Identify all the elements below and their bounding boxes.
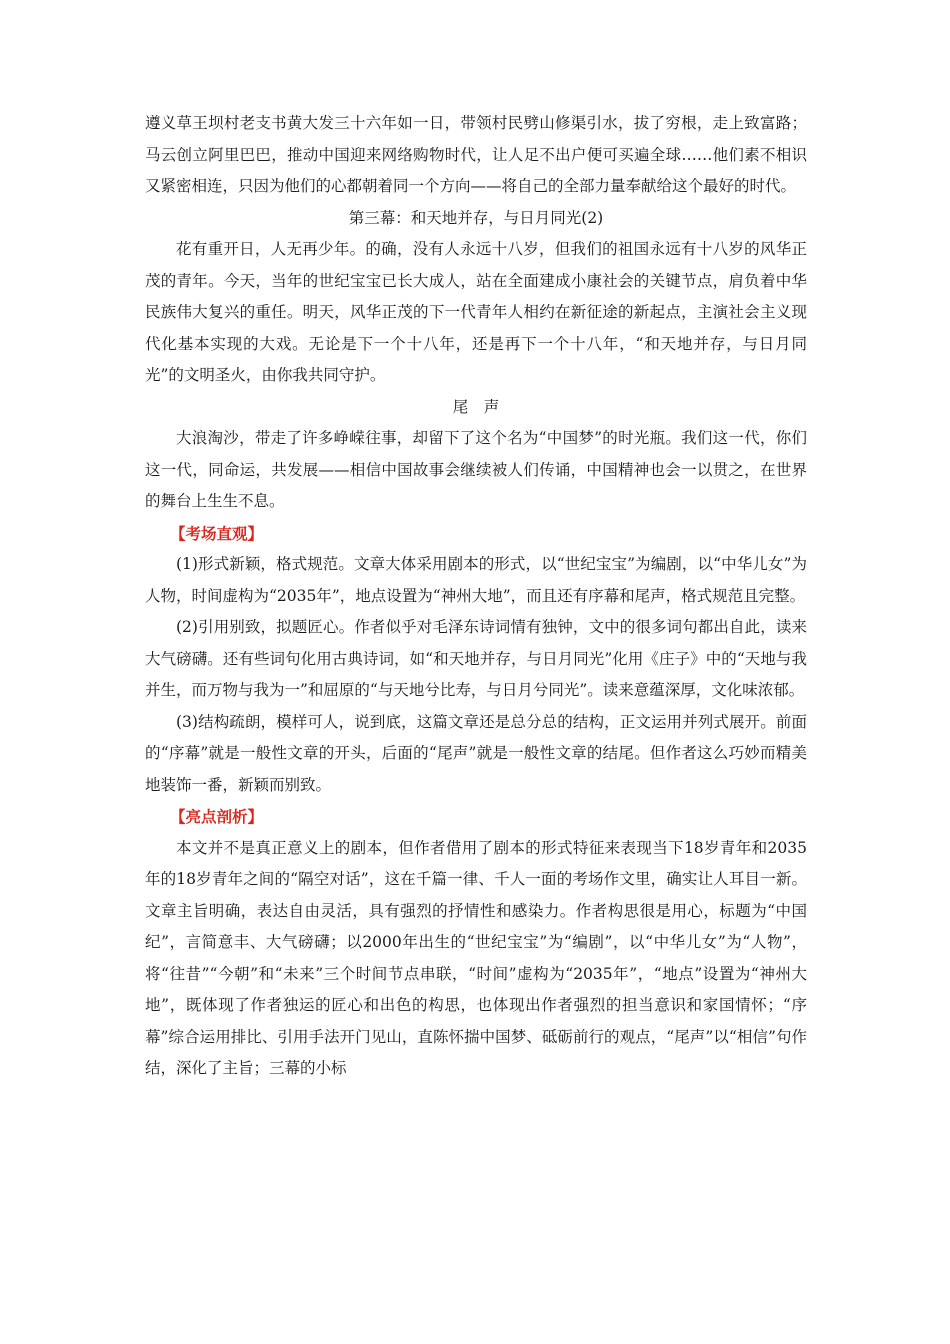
paragraph-point-two: (2)引用别致，拟题匠心。作者似乎对毛泽东诗词情有独钟，文中的很多词句都出自此，读来大气磅礴。还有些词句化用古典诗词，如“和天地并存，与日月同光”化用《庄子》中的“天地与我并生，而万物与我为一”和屈原的“与天地兮比寿，与日月兮同光”。读来意蕴深厚，文化味浓郁。 [145, 618, 807, 699]
epilogue-heading: 尾 声 [452, 397, 500, 416]
exam-observation-label: 【考场直观】 [170, 523, 264, 543]
highlight-analysis-label: 【亮点剖析】 [170, 807, 264, 826]
paragraph-act-three: 花有重开日，人无再少年。的确，没有人永远十八岁，但我们的祖国永远有十八岁的风华正茂的青年。今天，当年的世纪宝宝已长大成人，站在全面建成小康社会的关键节点，肩负着中华民族伟大复兴的重任。明天，风华正茂的下一代青年人相约在新征途的新起点，主演社会主义现代化基本实现的大戏。无论是下一个十八年，还是再下一个十八年，“和天地并存，与日月同光”的文明圣火，由你我共同守护。 [145, 240, 807, 384]
paragraph-point-three: (3)结构疏朗，模样可人，说到底，这篇文章还是总分总的结构，正文运用并列式展开。前面的“序幕”就是一般性文章的开头，后面的“尾声”就是一般性文章的结尾。但作者这么巧妙而精美地装饰一番，新颖而别致。 [145, 712, 807, 794]
document-page [145, 108, 807, 1085]
paragraph-point-one: (1)形式新颖，格式规范。文章大体采用剧本的形式，以“世纪宝宝”为编剧，以“中华儿女”为人物，时间虚构为“2035年”，地点设置为“神州大地”，而且还有序幕和尾声，格式规范且完整。 [145, 555, 807, 605]
paragraph-epilogue: 大浪淘沙，带走了许多峥嵘往事，却留下了这个名为“中国梦”的时光瓶。我们这一代，你们这一代，同命运，共发展——相信中国故事会继续被人们传诵，中国精神也会一以贯之，在世界的舞台上生生不息。 [145, 429, 807, 510]
act-three-heading: 第三幕：和天地并存，与日月同光(2) [348, 208, 604, 227]
paragraph-narrative-ending: 遵义草王坝村老支书黄大发三十六年如一日，带领村民劈山修渠引水，拔了穷根，走上致富路；马云创立阿里巴巴，推动中国迎来网络购物时代，让人足不出户便可买遍全球……他们素不相识又紧密相连，只因为他们的心都朝着同一个方向——将自己的全部力量奉献给这个最好的时代。 [145, 114, 807, 195]
paragraph-analysis: 本文并不是真正意义上的剧本，但作者借用了剧本的形式特征来表现当下18岁青年和2035年的18岁青年之间的“隔空对话”，这在千篇一律、千人一面的考场作文里，确实让人耳目一新。文章主旨明确，表达自由灵活，具有强烈的抒情性和感染力。作者构思很是用心，标题为“中国纪”，言简意丰、大气磅礴；以2000年出生的“世纪宝宝”为“编剧”，以“中华儿女”为“人物”，将“往昔”“今朝”和“未来”三个时间节点串联，“时间”虚构为“2035年”，“地点”设置为“神州大地”，既体现了作者独运的匠心和出色的构思，也体现出作者强烈的担当意识和家国情怀；“序幕”综合运用排比、引用手法开门见山，直陈怀揣中国梦、砥砺前行的观点，“尾声”以“相信”句作结，深化了主旨；三幕的小标 [145, 838, 808, 1077]
